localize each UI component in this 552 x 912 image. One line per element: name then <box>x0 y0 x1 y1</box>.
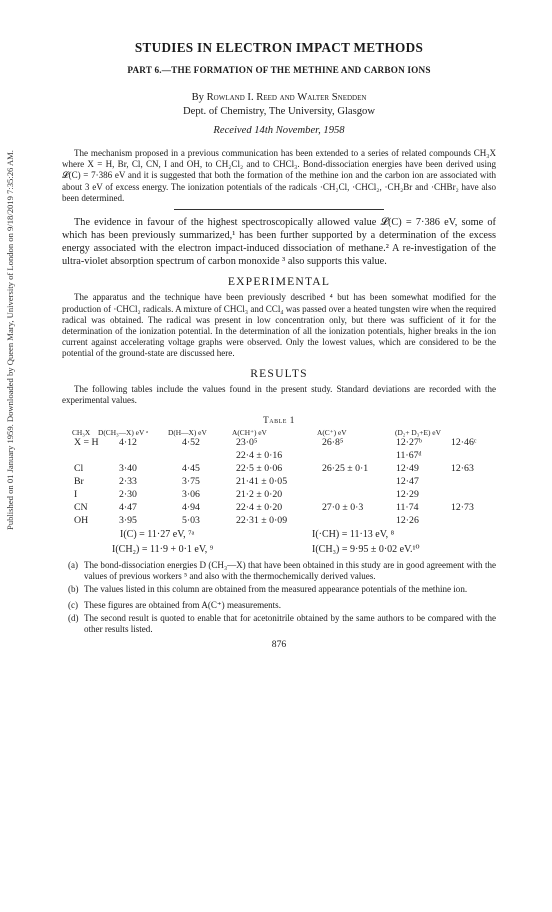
table-cell-d-ch3x: 4·47 <box>119 502 137 514</box>
article-page <box>62 40 496 650</box>
table-header-d-hx: D(H—X) eV <box>168 428 207 438</box>
table-cell-d-hx: 5·03 <box>182 515 200 527</box>
table-cell-e1: 12·47 <box>396 476 419 488</box>
table-cell-x: Cl <box>74 463 84 475</box>
ip-value: I(CH₃) = 9·95 ± 0·02 eV.¹⁰ <box>312 544 420 556</box>
table-cell-e1: 11·74 <box>396 502 419 514</box>
download-stamp-text: Published on 01 January 1959. Downloaded by Queen Mary, University of London on 9/18/2019 7:35:26 AM. <box>5 150 15 530</box>
table-cell-e2: 12·46ᶜ <box>451 437 477 449</box>
table-note <box>62 600 496 611</box>
table-cell-d-hx: 4·45 <box>182 463 200 475</box>
table-header-a-c: A(C⁺) eV <box>317 428 347 438</box>
table-caption: Table 1 <box>263 415 295 426</box>
abstract: The mechanism proposed in a previous communication has been extended to a series of related compounds CH₃X where X = H, Br, Cl, CN, I and OH, to CH₂Cl₂ and to CHCl₃. Bond-dissociation energies have been derived using 𝓛(C) = 7·386 eV and it is suggested that both the formation of the methine ion and the carbon ion are associated with about 3 eV of excess energy. The ionization potentials of the radicals ·CH₂Cl, ·CHCl₂, ·CH₂Br and ·CHBr₂ have also been determined. <box>62 148 496 203</box>
table-header-ch3x: CH₃X <box>72 428 91 438</box>
table-cell-a-ch: 22·5 ± 0·06 <box>236 463 283 475</box>
abstract-divider <box>174 209 384 210</box>
table-cell-a-ch: 22·4 ± 0·16 <box>236 450 283 462</box>
table-note <box>62 560 496 582</box>
table-cell-d-ch3x: 2·30 <box>119 489 137 501</box>
table-note <box>62 613 496 635</box>
article-affiliation: Dept. of Chemistry, The University, Glasgow <box>182 106 376 117</box>
table-cell-a-c: 26·8⁵ <box>322 437 344 449</box>
table-cell-d-hx: 4·52 <box>182 437 200 449</box>
article-part: PART 6.—THE FORMATION OF THE METHINE AND CARBON IONS <box>127 65 431 75</box>
table-cell-x: OH <box>74 515 89 527</box>
data-table <box>62 428 496 546</box>
table-note <box>62 584 496 595</box>
authors-names: Rowland I. Reed and Walter Snedden <box>206 92 367 103</box>
table-cell-d-hx: 4·94 <box>182 502 200 514</box>
authors-by: By <box>191 92 204 103</box>
article-received-date: Received 14th November, 1958 <box>213 125 345 136</box>
table-cell-d-ch3x: 4·12 <box>119 437 137 449</box>
table-cell-e1: 12·29 <box>396 489 419 501</box>
table-cell-x: Br <box>74 476 84 488</box>
table-cell-a-ch: 23·0⁵ <box>236 437 258 449</box>
note-text: The values listed in this column are obtained from the measured appearance potentials of the methine ion. <box>84 584 468 595</box>
table-header-d-ch3x: D(CH₃—X) eV ᵃ <box>98 428 149 438</box>
table-cell-a-ch: 21·41 ± 0·05 <box>236 476 288 488</box>
ip-value: I(·CH) = 11·13 eV, ⁸ <box>312 529 395 541</box>
table-cell-e1: 12·49 <box>396 463 419 475</box>
table-cell-x: X = H <box>74 437 99 449</box>
ip-value: I(CH₂) = 11·9 + 0·1 eV, ⁹ <box>112 544 214 556</box>
note-label: (c) <box>68 599 79 610</box>
table-cell-d-ch3x: 3·40 <box>119 463 137 475</box>
article-authors <box>62 92 496 103</box>
note-label: (d) <box>68 612 79 623</box>
ip-line-second <box>62 544 496 557</box>
article-title: STUDIES IN ELECTRON IMPACT METHODS <box>134 40 424 55</box>
table-cell-a-c: 27·0 ± 0·3 <box>322 502 364 514</box>
results-paragraph: The following tables include the values found in the present study. Standard deviations are recorded with the experimental values. <box>62 383 496 405</box>
table-cell-d-ch3x: 2·33 <box>119 476 137 488</box>
table-cell-e1: 11·67ᵈ <box>396 450 422 462</box>
table-cell-a-c: 26·25 ± 0·1 <box>322 463 369 475</box>
table-cell-d-ch3x: 3·95 <box>119 515 137 527</box>
note-label: (a) <box>68 560 79 571</box>
table-cell-a-ch: 22·31 ± 0·09 <box>236 515 288 527</box>
table-cell-x: CN <box>74 502 88 514</box>
table-cell-x: I <box>74 489 78 501</box>
results-heading: RESULTS <box>250 366 308 380</box>
page-number: 876 <box>271 639 287 651</box>
experimental-paragraph: The apparatus and the technique have been previously described ⁴ but has been somewhat modified for the production of ·CHCl₂ radicals. A mixture of CHCl₃ and CCl₄ was passed over a heated tungsten wire when the required radical was obtained. The radical was present in low concentration only, but there was sufficient of it for the determination of the ionization potential. In the determination of all the ionization potentials, higher breaks in the ion current against accelerating voltage graphs were observed. Only the lowest values, which are considered to be the potential of the ground-state are discussed here. <box>62 292 496 359</box>
note-text: The second result is quoted to enable that for acetonitrile obtained by the same authors to be compared with the other results listed. <box>84 612 496 635</box>
ip-value: I(C) = 11·27 eV, ⁷ᵃ <box>120 529 195 541</box>
table-cell-d-hx: 3·75 <box>182 476 200 488</box>
download-stamp <box>4 100 16 580</box>
table-cell-a-ch: 21·2 ± 0·20 <box>236 489 283 501</box>
note-text: The bond-dissociation energies D (CH₃—X) that have been obtained in this study are in good agreement with the values of previous workers ⁵ and also with the thermochemically derived values. <box>84 560 496 582</box>
table-cell-e2: 12·63 <box>451 463 474 475</box>
table-cell-e1: 12·26 <box>396 515 419 527</box>
table-cell-a-ch: 22·4 ± 0·20 <box>236 502 283 514</box>
table-header-energy-sum: (D₂+ D₃+E) eV <box>395 428 441 438</box>
table-cell-e2: 12·73 <box>451 502 474 514</box>
note-text: These figures are obtained from A(C⁺) measurements. <box>84 599 281 610</box>
table-cell-e1: 12·27ᵇ <box>396 437 422 449</box>
experimental-heading: EXPERIMENTAL <box>227 275 331 289</box>
note-label: (b) <box>68 584 79 595</box>
table-header-a-ch: A(CH⁺) eV <box>232 428 267 438</box>
lead-paragraph: The evidence in favour of the highest spectroscopically allowed value 𝓛(C) = 7·386 eV, some of which has been previously summarized,¹ has been further supported by a determination of the excess energy associated with the electron impact-induced dissociation of methane.² A re-investigation of the ultra-violet absorption spectrum of carbon monoxide ³ also supports this value. <box>62 217 496 268</box>
table-cell-d-hx: 3·06 <box>182 489 200 501</box>
